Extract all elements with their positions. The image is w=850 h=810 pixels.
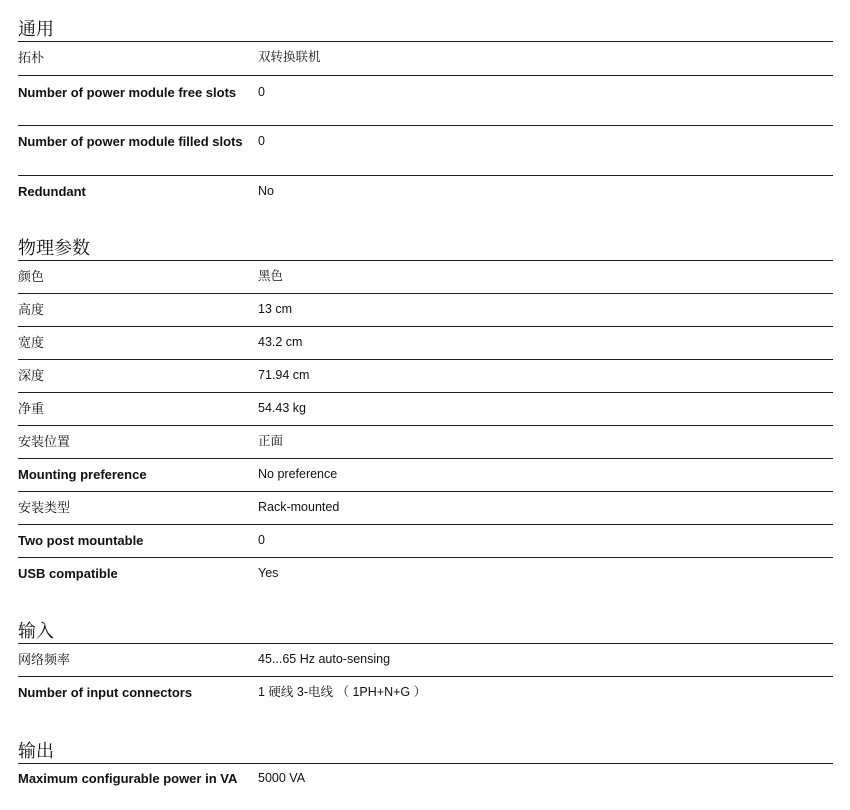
spec-row — [18, 492, 833, 525]
section-physical — [18, 236, 833, 590]
spec-row — [18, 126, 833, 176]
section-title: 输出 — [18, 739, 833, 764]
spec-label: 高度 — [18, 302, 45, 317]
spec-label: Mounting preference — [18, 467, 147, 482]
spec-row — [18, 558, 833, 590]
spec-value: 0 — [258, 533, 265, 547]
spec-row — [18, 459, 833, 492]
spec-row — [18, 176, 833, 209]
spec-row — [18, 677, 833, 709]
spec-value: No preference — [258, 467, 338, 481]
section-general — [18, 17, 833, 209]
spec-value: 43.2 cm — [258, 335, 303, 349]
spec-label: USB compatible — [18, 566, 118, 581]
spec-label: 安装类型 — [18, 500, 71, 515]
spec-label: 净重 — [18, 401, 45, 416]
spec-value: Yes — [258, 566, 279, 580]
spec-value: 1 硬线 3-电线 （ 1PH+N+G ） — [258, 685, 427, 699]
spec-value: 13 cm — [258, 302, 293, 316]
spec-label: 深度 — [18, 368, 45, 383]
spec-label: Number of power module free slots — [18, 85, 237, 100]
spec-value: Rack-mounted — [258, 500, 340, 514]
spec-label: 颜色 — [18, 269, 45, 284]
spec-value: 正面 — [258, 434, 284, 448]
spec-value: 54.43 kg — [258, 401, 306, 415]
spec-value: No — [258, 184, 274, 198]
section-title: 物理参数 — [18, 236, 833, 261]
spec-label: Number of power module filled slots — [18, 134, 243, 149]
spec-row — [18, 644, 833, 677]
spec-row — [18, 261, 833, 294]
spec-row — [18, 327, 833, 360]
spec-row — [18, 764, 833, 810]
spec-row — [18, 426, 833, 459]
spec-value: 黑色 — [258, 269, 284, 283]
spec-label: 网络频率 — [18, 652, 71, 667]
spec-value: 45...65 Hz auto-sensing — [258, 652, 391, 666]
spec-value: 0 — [258, 134, 265, 148]
spec-label: 宽度 — [18, 335, 45, 350]
spec-row — [18, 76, 833, 126]
section-title: 输入 — [18, 619, 833, 644]
spec-label: Number of input connectors — [18, 685, 193, 700]
spec-value: 0 — [258, 85, 265, 99]
spec-label: Maximum configurable power in VA — [18, 771, 238, 786]
spec-row — [18, 42, 833, 76]
spec-value: 71.94 cm — [258, 368, 310, 382]
spec-label: Two post mountable — [18, 533, 144, 548]
section-output — [18, 739, 833, 810]
spec-row — [18, 294, 833, 327]
section-title: 通用 — [18, 17, 833, 42]
spec-label: 拓朴 — [18, 50, 45, 65]
spec-label: 安装位置 — [18, 434, 71, 449]
spec-label: Redundant — [18, 184, 86, 199]
spec-value: 5000 VA — [258, 771, 306, 785]
spec-row — [18, 360, 833, 393]
spec-row — [18, 393, 833, 426]
section-input — [18, 619, 833, 709]
spec-row — [18, 525, 833, 558]
spec-value: 双转换联机 — [258, 50, 321, 64]
